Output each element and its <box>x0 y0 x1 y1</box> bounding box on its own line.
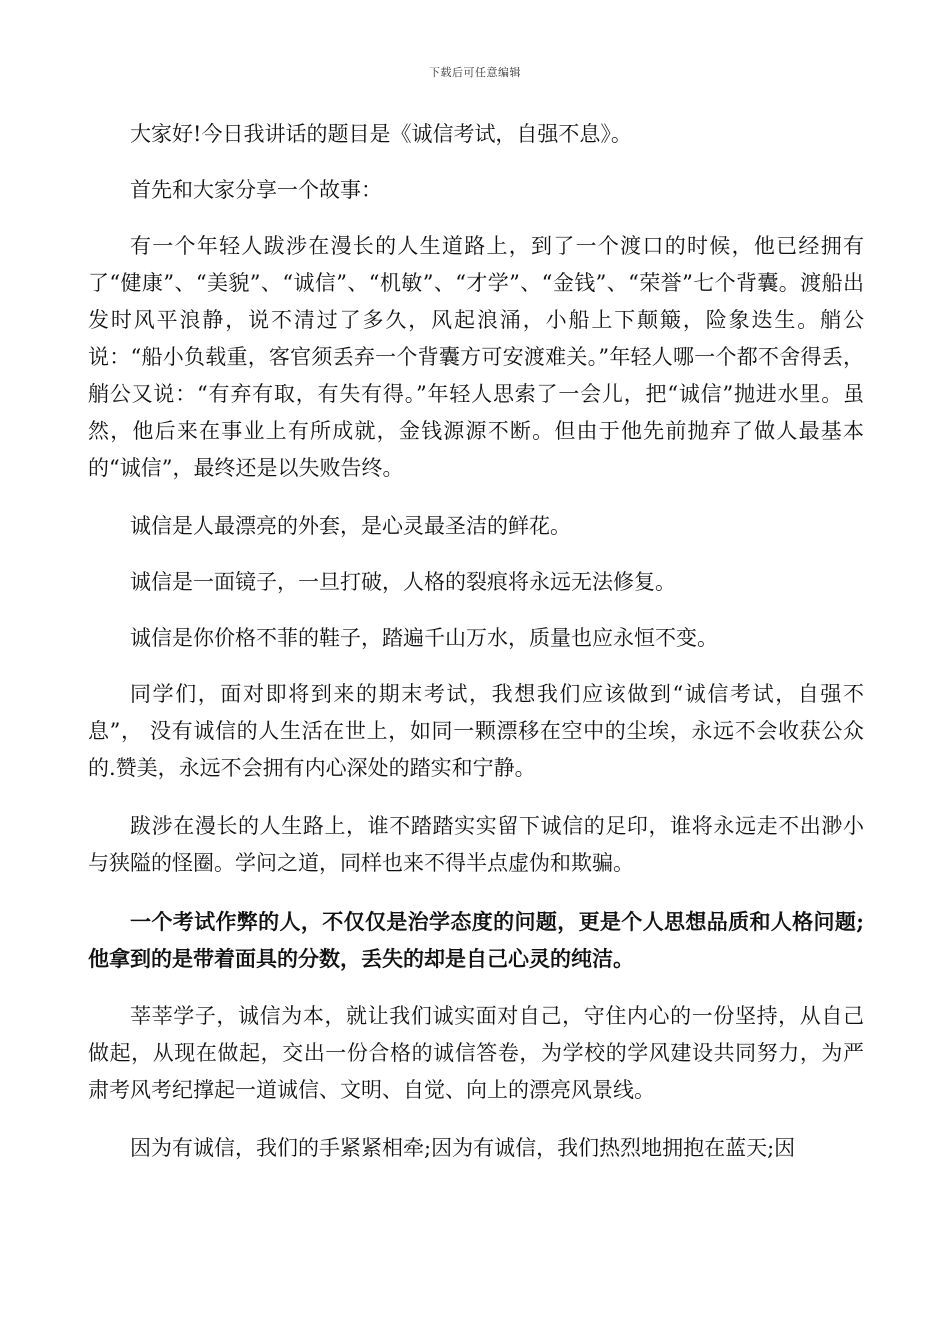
paragraph-exam-call: 同学们，面对即将到来的期末考试，我想我们应该做到“诚信考试，自强不息”， 没有诚信的人生活在世上，如同一颗漂移在空中的尘埃，永远不会收获公众的.赞美，永远不会拥有内心深处的踏实和宁静。 <box>88 682 864 780</box>
paragraph-greeting: 大家好!今日我讲话的题目是《诚信考试，自强不息》。 <box>130 122 632 146</box>
document-body <box>88 116 864 1167</box>
paragraph-because-honesty: 因为有诚信，我们的手紧紧相牵;因为有诚信，我们热烈地拥抱在蓝天;因 <box>130 1136 796 1160</box>
paragraph-honesty-coat: 诚信是人最漂亮的外套，是心灵最圣洁的鲜花。 <box>130 514 571 538</box>
paragraph-life-road: 跋涉在漫长的人生路上，谁不踏踏实实留下诚信的足印，谁将永远走不出渺小与狭隘的怪圈。学问之道，同样也来不得半点虚伪和欺骗。 <box>88 814 864 875</box>
paragraph-students: 莘莘学子，诚信为本，就让我们诚实面对自己，守住内心的一份坚持，从自己做起，从现在做起，交出一份合格的诚信答卷，为学校的学风建设共同努力，为严肃考风考纪撑起一道诚信、文明、自觉、向上的漂亮风景线。 <box>88 1004 864 1102</box>
paragraph-honesty-shoes: 诚信是你价格不菲的鞋子，踏遍千山万水，质量也应永恒不变。 <box>130 626 718 650</box>
paragraph-story-intro: 首先和大家分享一个故事： <box>130 178 382 202</box>
paragraph-cheating-bold: 一个考试作弊的人，不仅仅是治学态度的问题，更是个人思想品质和人格问题;他拿到的是带着面具的分数，丢失的却是自己心灵的纯洁。 <box>88 909 864 971</box>
paragraph-story: 有一个年轻人跋涉在漫长的人生道路上，到了一个渡口的时候，他已经拥有了“健康”、“美貌”、“诚信”、“机敏”、“才学”、“金钱”、“荣誉”七个背囊。渡船出发时风平浪静，说不清过了多久，风起浪涌，小船上下颠簸，险象迭生。艄公说：“船小负载重，客官须丢弃一个背囊方可安渡难关。”年轻人哪一个都不舍得丢，艄公又说：“有弃有取，有失有得。”年轻人思索了一会儿，把“诚信”抛进水里。虽然，他后来在事业上有所成就，金钱源源不断。但由于他先前抛弃了做人最基本的“诚信”，最终还是以失败告终。 <box>88 234 864 480</box>
page-header: 下载后可任意编辑 <box>429 66 521 79</box>
paragraph-honesty-mirror: 诚信是一面镜子，一旦打破，人格的裂痕将永远无法修复。 <box>130 570 676 594</box>
